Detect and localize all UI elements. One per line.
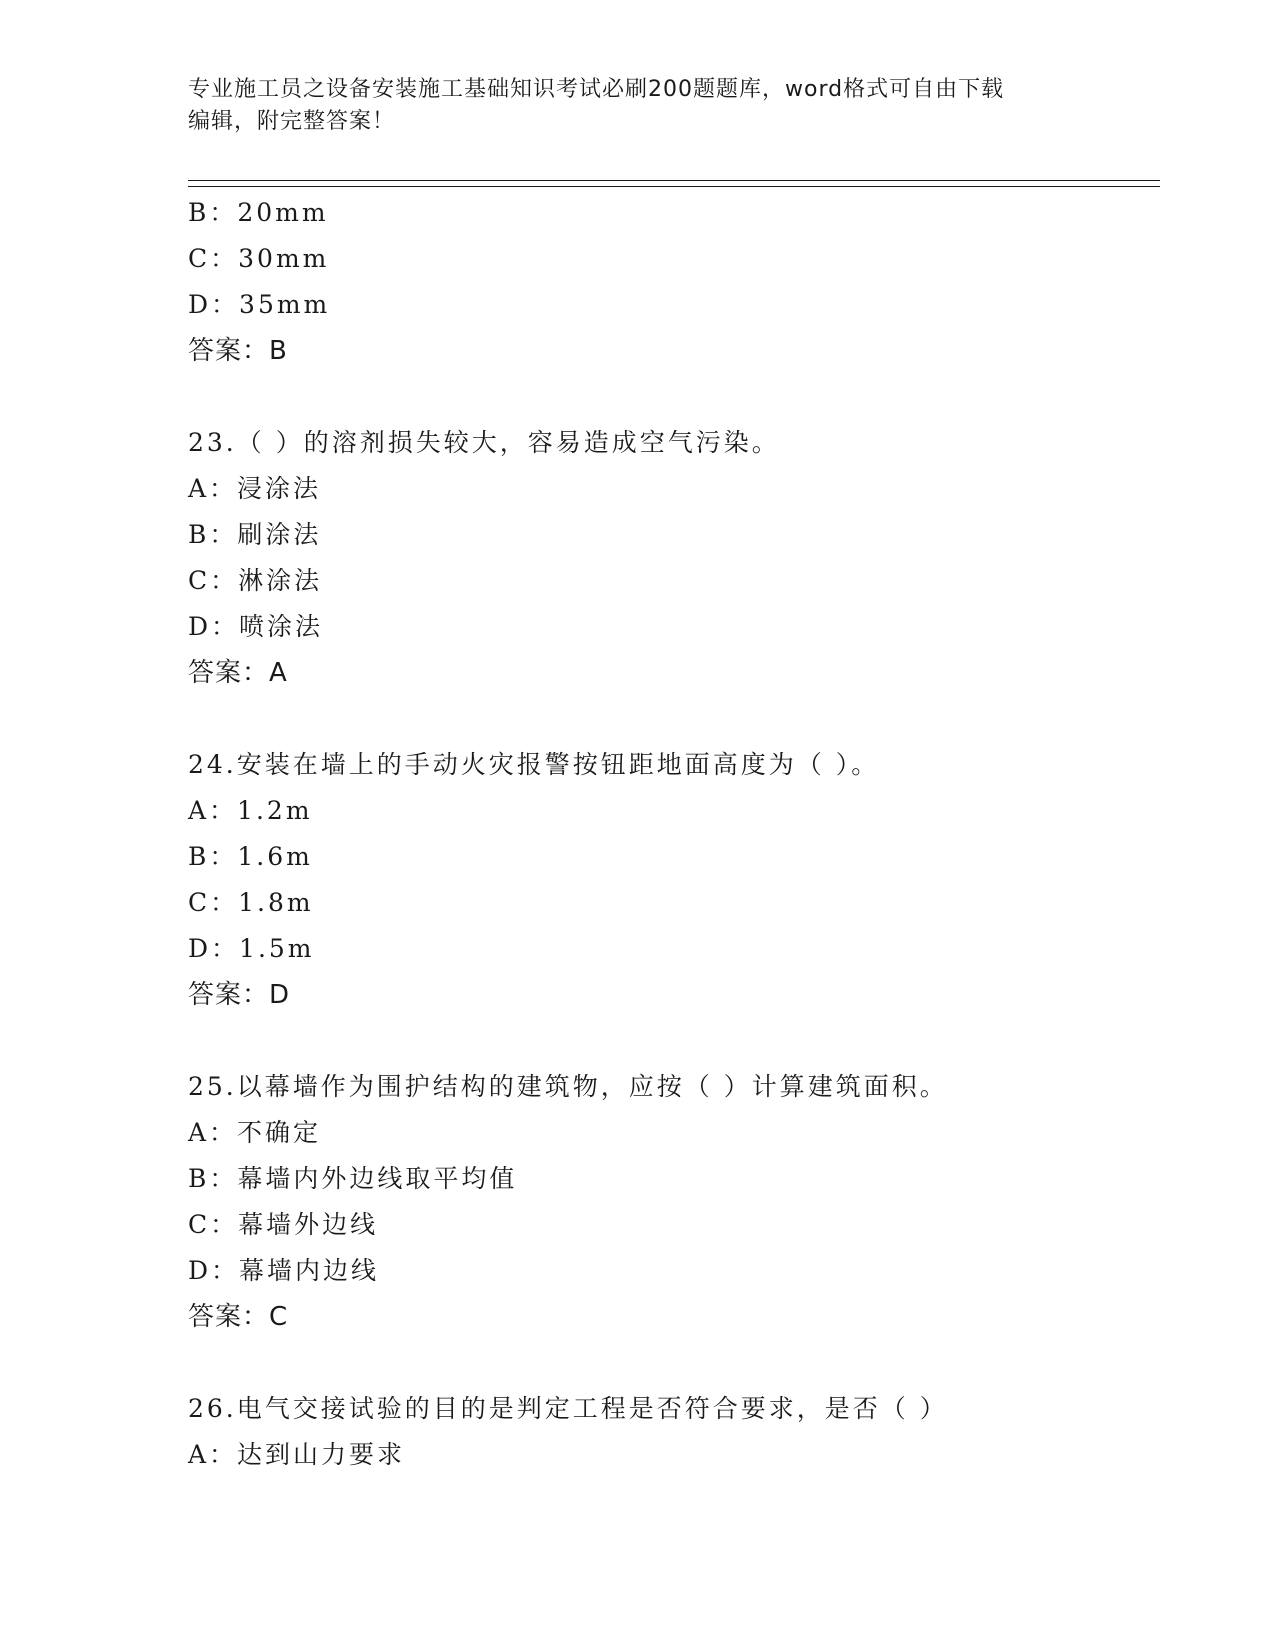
option-c: C：淋涂法 [188, 566, 323, 595]
question-26 [188, 1386, 1160, 1478]
answer-line: 答案：A [188, 658, 288, 688]
option-d: D：1.5m [188, 934, 315, 963]
question-22-continued [188, 190, 1160, 374]
option-b: B：刷涂法 [188, 520, 322, 549]
question-23 [188, 420, 1160, 696]
option-d: D：喷涂法 [188, 612, 324, 641]
document-header [188, 74, 1068, 138]
header-divider [188, 180, 1160, 187]
option-a: A：达到山力要求 [188, 1440, 406, 1469]
answer-line: 答案：B [188, 336, 288, 366]
option-c: C：30mm [188, 244, 330, 273]
option-d: D：35mm [188, 290, 331, 319]
option-a: A：浸涂法 [188, 474, 322, 503]
question-stem: 23.（ ）的溶剂损失较大，容易造成空气污染。 [188, 428, 780, 457]
question-25 [188, 1064, 1160, 1340]
option-b: B：20mm [188, 198, 329, 227]
option-d: D：幕墙内边线 [188, 1256, 380, 1285]
question-stem: 24.安装在墙上的手动火灾报警按钮距地面高度为（ ）。 [188, 750, 880, 779]
question-stem: 25.以幕墙作为围护结构的建筑物，应按（ ）计算建筑面积。 [188, 1072, 948, 1101]
question-24 [188, 742, 1160, 1018]
option-b: B：1.6m [188, 842, 313, 871]
option-c: C：幕墙外边线 [188, 1210, 379, 1239]
option-a: A：不确定 [188, 1118, 322, 1147]
header-title-line-2: 编辑，附完整答案！ [188, 109, 396, 134]
answer-line: 答案：C [188, 1302, 289, 1332]
option-a: A：1.2m [188, 796, 313, 825]
option-b: B：幕墙内外边线取平均值 [188, 1164, 518, 1193]
question-list [188, 190, 1160, 1478]
question-stem: 26.电气交接试验的目的是判定工程是否符合要求，是否（ ） [188, 1394, 948, 1423]
answer-line: 答案：D [188, 980, 291, 1010]
option-c: C：1.8m [188, 888, 314, 917]
header-title-line-1: 专业施工员之设备安装施工基础知识考试必刷200题题库，word格式可自由下载 [188, 77, 1005, 102]
